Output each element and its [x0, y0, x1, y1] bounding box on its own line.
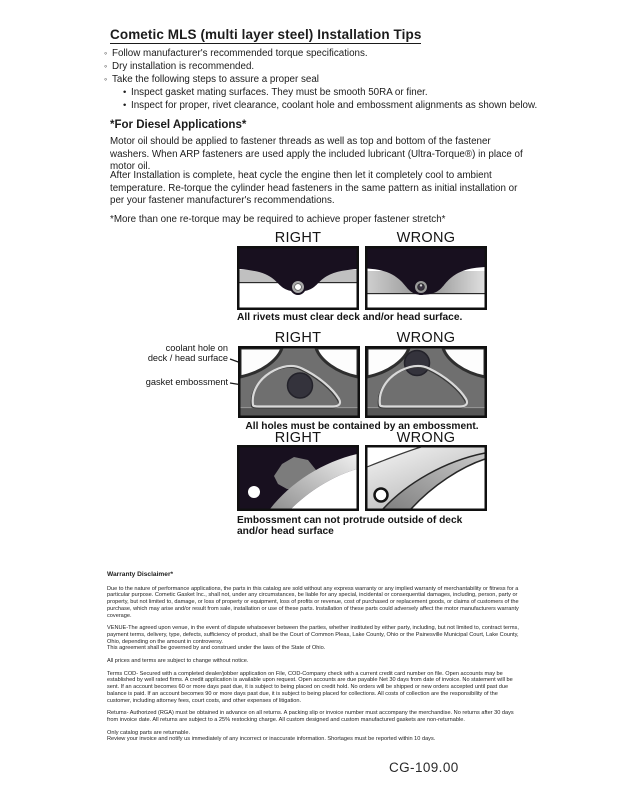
fig3-right-label: RIGHT — [274, 430, 322, 446]
bolt-hole — [375, 489, 388, 502]
installation-tips-list — [104, 47, 537, 112]
fig1-wrong-panel-illustration — [365, 246, 487, 310]
fig1-wrong-label: WRONG — [396, 230, 456, 246]
disclaimer-paragraph: Returns- Authorized (RGA) must be obtained in advance on all returns. A packing slip or invoice number must accompany the merchandise. No returns after 30 days from invoice date. All returns are subject to a 25% restocking charge. All custom designed and custom manufactured gaskets are non-returnable. — [107, 710, 514, 723]
warranty-disclaimer — [107, 572, 521, 749]
disclaimer-paragraph: Only catalog parts are returnable. — [107, 729, 191, 736]
diesel-paragraph-2: After Installation is complete, heat cycle the engine then let it completely cool to ambient temperature. Re-torque the cylinder head fasteners in the same pattern as initial installation or per your fastener manufacturer's recommendations. — [110, 170, 518, 207]
gasket-embossment-annotation: gasket embossment — [145, 377, 228, 387]
diesel-section-heading: *For Diesel Applications* — [110, 119, 247, 131]
list-item — [123, 99, 537, 112]
warranty-disclaimer-heading: Warranty Disclaimer* — [107, 571, 174, 578]
fig1-right-panel-illustration — [237, 246, 359, 310]
page-code: CG-109.00 — [389, 760, 459, 775]
disclaimer-paragraph: Review your invoice and notify us immediately of any incorrect or inaccurate information. Shortages must be reported within 10 days. — [107, 736, 436, 743]
fig3-wrong-panel-illustration — [365, 445, 487, 511]
page-title: Cometic MLS (multi layer steel) Installation Tips — [110, 27, 422, 42]
coolant-hole-annotation: coolant hole on deck / head surface — [147, 343, 228, 364]
fig2-caption: All holes must be contained by an embossment. — [245, 421, 479, 432]
fig2-right-label: RIGHT — [274, 330, 322, 346]
fig2-right-panel-illustration — [238, 346, 360, 418]
bullet-icon: ◦ — [104, 48, 108, 58]
dot-bullet-icon: • — [123, 87, 127, 98]
disclaimer-paragraph: Due to the nature of performance applications, the parts in this catalog are sold without any express warranty or any implied warranty of merchantability or fitness for a particular purpose. Cometic Gasket Inc., shall not, under any circumstances, be liable for any special, incidental or consequential damages, including, person, party or property, but not limited to, damage, or loss of property or equipment, loss of profits or revenue, cost of purchased or replacement goods, or claims of customers of the purchase, which may arise and/or result from sale, installation or use of these parts. Installation of these parts could adversely affect the motor manufacturers warranty coverage. — [107, 585, 519, 619]
coolant-hole — [288, 373, 313, 398]
list-item-text: Inspect gasket mating surfaces. They must be smooth 50RA or finer. — [131, 87, 428, 98]
disclaimer-paragraph: All prices and terms are subject to change without notice. — [107, 658, 249, 665]
bolt-hole — [248, 486, 260, 498]
list-item-text: Take the following steps to assure a proper seal — [112, 74, 319, 85]
list-item-text: Dry installation is recommended. — [112, 61, 255, 72]
list-item — [104, 47, 537, 60]
dot-bullet-icon: • — [123, 100, 127, 111]
list-item-text: Inspect for proper, rivet clearance, coolant hole and embossment alignments as shown below. — [131, 100, 538, 111]
fig1-caption: All rivets must clear deck and/or head surface. — [237, 312, 463, 323]
fig1-right-label: RIGHT — [274, 230, 322, 246]
list-item — [104, 60, 537, 73]
fig2-wrong-panel-illustration — [365, 346, 487, 418]
list-item — [104, 73, 537, 86]
diesel-paragraph-1: Motor oil should be applied to fastener threads as well as top and bottom of the fastener washers. When ARP fasteners are used apply the included lubricant (Ultra-Torque®) in place of motor oil. — [110, 136, 523, 173]
coolant-hole — [405, 351, 430, 376]
disclaimer-paragraph: Terms COD- Secured with a completed dealer/jobber application on File, COD-Company check with a current credit card number on file. Open accounts may be established by well rated firms. A credit application is available upon request. Open accounts are due payable Net 30 days from date of invoice. No statement will be sent. If an account becomes 60 or more days past due, it is subject to being placed on credit hold. No orders will be shipped or new orders accepted until past due balance is paid. If an account becomes 90 or more days past due, it is subject to being placed for collections. All costs of collection are the responsibility of the customer, including attorney fees, court costs, and other expenses of litigation. — [107, 670, 513, 704]
fig2-wrong-label: WRONG — [396, 330, 456, 346]
fig3-right-panel-illustration — [237, 445, 359, 511]
deck-surface — [367, 294, 485, 308]
fig3-wrong-label: WRONG — [396, 430, 456, 446]
disclaimer-paragraph: This agreement shall be governed by and construed under the laws of the State of Ohio. — [107, 645, 326, 652]
list-item — [123, 86, 537, 99]
bullet-icon: ◦ — [104, 61, 108, 71]
retorque-note: *More than one re-torque may be required to achieve proper fastener stretch* — [110, 214, 446, 225]
bullet-icon: ◦ — [104, 74, 108, 84]
disclaimer-paragraph: VENUE-The agreed upon venue, in the event of dispute whatsoever between the parties, whether instituted by either party, including, but not limited to, contract terms, payment terms, delivery, type, defects, sufficiency of product, shall be the Court of Common Pleas, Lake County, Ohio or the Painesville Municipal Court, Lake County, Ohio, depending on the amount in controversy. — [107, 625, 519, 645]
fig3-caption: Embossment can not protrude outside of deck and/or head surface — [237, 515, 463, 537]
list-item-text: Follow manufacturer's recommended torque specifications. — [112, 48, 368, 59]
